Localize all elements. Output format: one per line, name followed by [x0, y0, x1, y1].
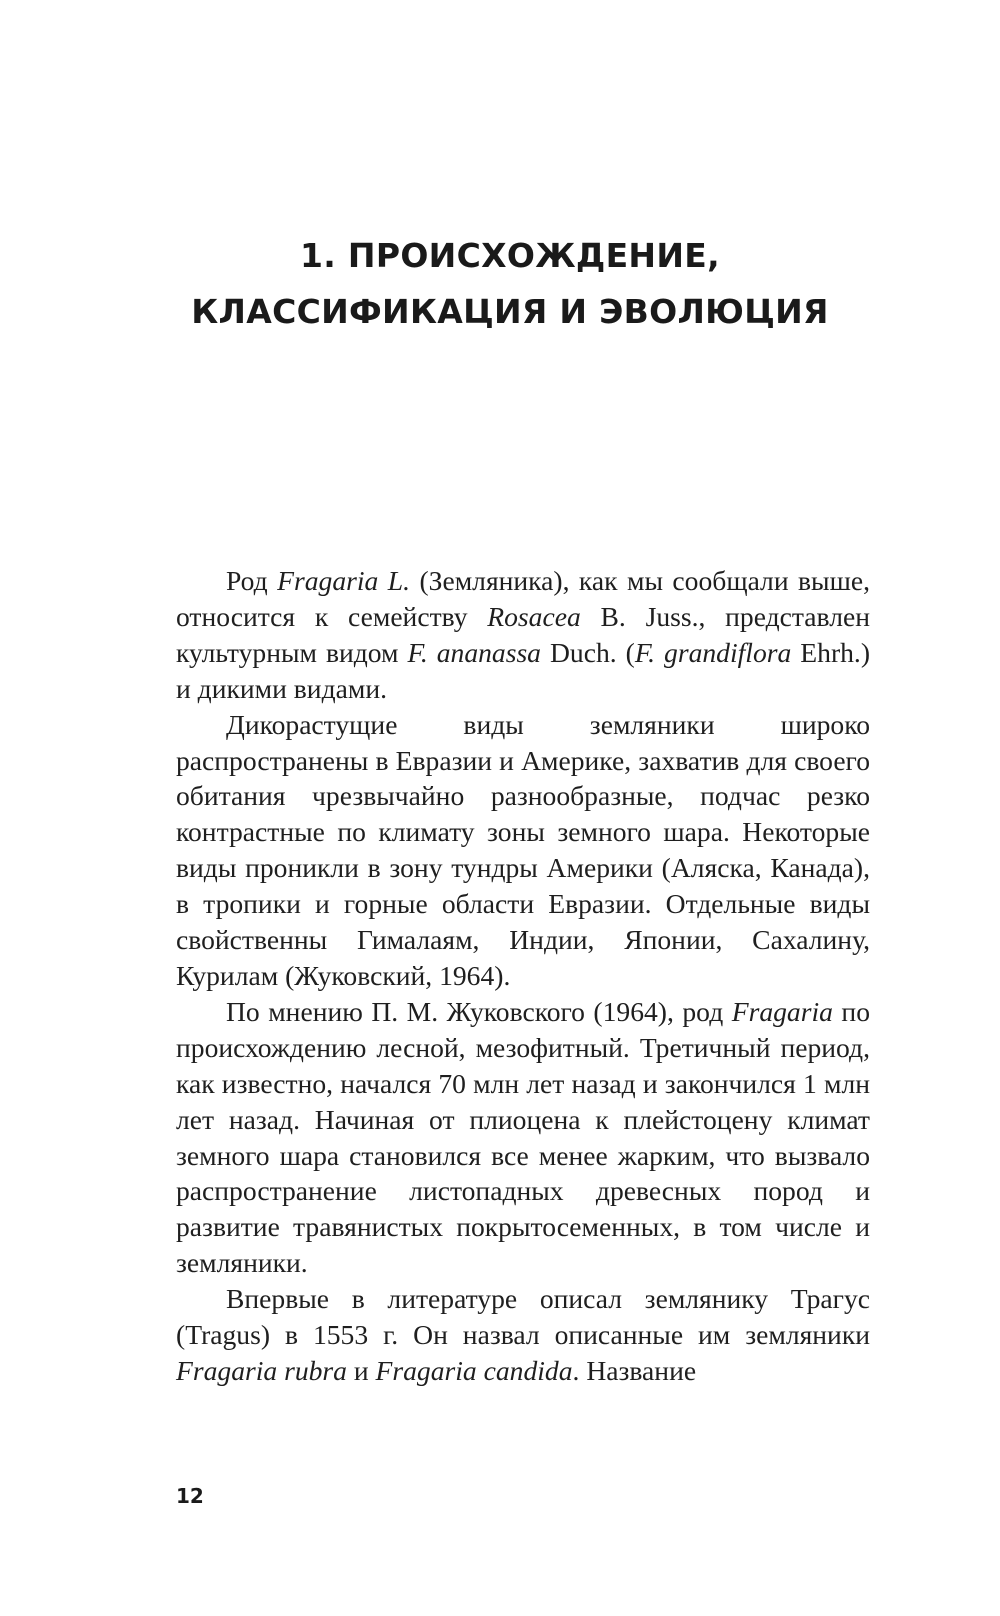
italic-term: F. ananassa — [407, 636, 541, 668]
body-text — [176, 563, 870, 1389]
paragraph — [176, 563, 870, 707]
text-run: (Земляника), как мы сообщали выше, относится к семейству — [176, 565, 870, 632]
chapter-title-line-1: 1. ПРОИСХОЖДЕНИЕ, — [300, 236, 720, 275]
text-run: Duch. ( — [540, 636, 635, 668]
text-run: и — [346, 1354, 376, 1386]
italic-term: Rosacea — [487, 600, 581, 632]
italic-term: F. grandiflora — [634, 636, 792, 668]
text-run: Дикорастущие виды земляники широко распространены в Евразии и Америке, захватив для своего обитания чрезвычайно разнообразные, подчас резко контрастные по климату зоны земного шара. Некоторые виды проникли в зону тундры Америки (Аляска, Канада), в тропики и горные области Евразии. Отдельные виды свойственны Гималаям, Индии, Японии, Сахалину, Курилам (Жуковский, 1964). — [176, 708, 870, 991]
text-run: Ehrh.) и дикими видами. — [176, 636, 871, 704]
paragraph — [176, 707, 870, 994]
text-run: . Название — [572, 1354, 697, 1386]
italic-term: Fragaria L. — [277, 565, 411, 596]
chapter-title-line-2: КЛАССИФИКАЦИЯ И ЭВОЛЮЦИЯ — [191, 292, 829, 331]
paragraph — [176, 994, 870, 1281]
chapter-title — [150, 228, 870, 340]
text-run: Род — [226, 565, 278, 596]
italic-term: Fragaria candida — [375, 1354, 573, 1386]
text-run: B. Juss., представлен культурным видом — [176, 600, 870, 668]
italic-term: Fragaria rubra — [176, 1354, 347, 1386]
italic-term: Fragaria — [731, 995, 833, 1027]
text-run: по происхождению лесной, мезофитный. Третичный период, как известно, начался 70 млн лет назад и закончился 1 млн лет назад. Начиная от плиоцена к плейстоцену климат земного шара становился все менее жарким, что вызвало распространение листопадных древесных пород и развитие травянистых покрытосеменных, в том числе и земляники. — [176, 995, 870, 1279]
page-number: 12 — [176, 1484, 204, 1508]
text-run: По мнению П. М. Жуковского (1964), род — [226, 995, 732, 1027]
text-run: Впервые в литературе описал землянику Трагус (Tragus) в 1553 г. Он назвал описанные им земляники — [176, 1283, 870, 1351]
paragraph — [176, 1281, 870, 1389]
